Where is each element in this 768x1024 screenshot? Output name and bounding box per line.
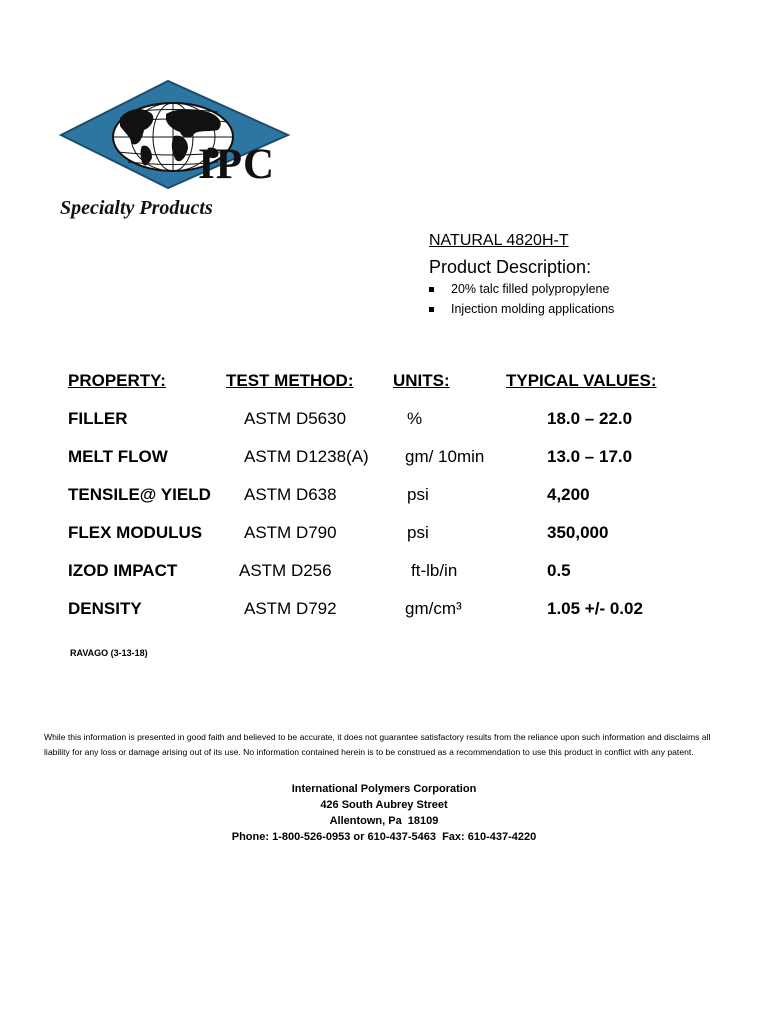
company-name: International Polymers Corporation [291, 783, 477, 795]
row-value: 1.05 +/- 0.02 [547, 599, 643, 618]
row-property: FLEX MODULUS [68, 523, 203, 542]
logo-caption: Specialty Products [60, 197, 213, 219]
header-test-method: TEST METHOD: [226, 371, 354, 390]
row-test-method: ASTM D5630 [244, 409, 347, 428]
row-units: psi [407, 485, 429, 504]
list-item: 20% talc filled polypropylene [429, 279, 614, 299]
row-test-method: ASTM D638 [244, 485, 337, 504]
product-description-label: Product Description: [429, 257, 592, 277]
row-value: 18.0 – 22.0 [547, 409, 633, 428]
revision-note: RAVAGO (3-13-18) [70, 648, 148, 658]
row-property: IZOD IMPACT [68, 561, 178, 580]
row-test-method: ASTM D792 [244, 599, 337, 618]
row-value: 13.0 – 17.0 [547, 447, 633, 466]
row-property: TENSILE@ YIELD [68, 485, 211, 504]
product-bullet-list [429, 279, 614, 319]
city-address: Allentown, Pa 18109 [329, 815, 439, 827]
row-test-method: ASTM D790 [244, 523, 337, 542]
row-property: MELT FLOW [68, 447, 168, 466]
row-units: psi [407, 523, 429, 542]
row-property: FILLER [68, 409, 128, 428]
row-value: 4,200 [547, 485, 590, 504]
street-address: 426 South Aubrey Street [320, 799, 448, 811]
row-units: gm/cm³ [405, 599, 462, 618]
bullet-icon [429, 287, 434, 292]
row-property: DENSITY [68, 599, 142, 618]
company-logo [48, 70, 306, 232]
row-value: 0.5 [547, 561, 571, 580]
row-units: % [407, 409, 423, 428]
header-property: PROPERTY: [68, 371, 166, 390]
logo-wordmark: IPC [198, 141, 276, 188]
header-typical-values: TYPICAL VALUES: [506, 371, 657, 390]
product-name: NATURAL 4820H-T [429, 232, 569, 249]
contact-info: Phone: 1-800-526-0953 or 610-437-5463 Fax: 610-437-4220 [231, 831, 537, 843]
row-test-method: ASTM D1238(A) [244, 447, 369, 466]
header-units: UNITS: [393, 371, 450, 390]
row-value: 350,000 [547, 523, 609, 542]
bullet-icon [429, 307, 434, 312]
disclaimer-text: While this information is presented in good faith and believed to be accurate, it does not guarantee satisfactory results from the reliance upon such information and disclaims all liability for any loss or damage arising out of its use. No information contained herein is to be construed as a recommendation to use this product in conflict with any patent. [44, 732, 711, 757]
company-address-block [0, 781, 768, 845]
list-item: Injection molding applications [429, 299, 614, 319]
row-test-method: ASTM D256 [239, 561, 332, 580]
row-units: ft-lb/in [411, 561, 458, 580]
row-units: gm/ 10min [405, 447, 485, 466]
